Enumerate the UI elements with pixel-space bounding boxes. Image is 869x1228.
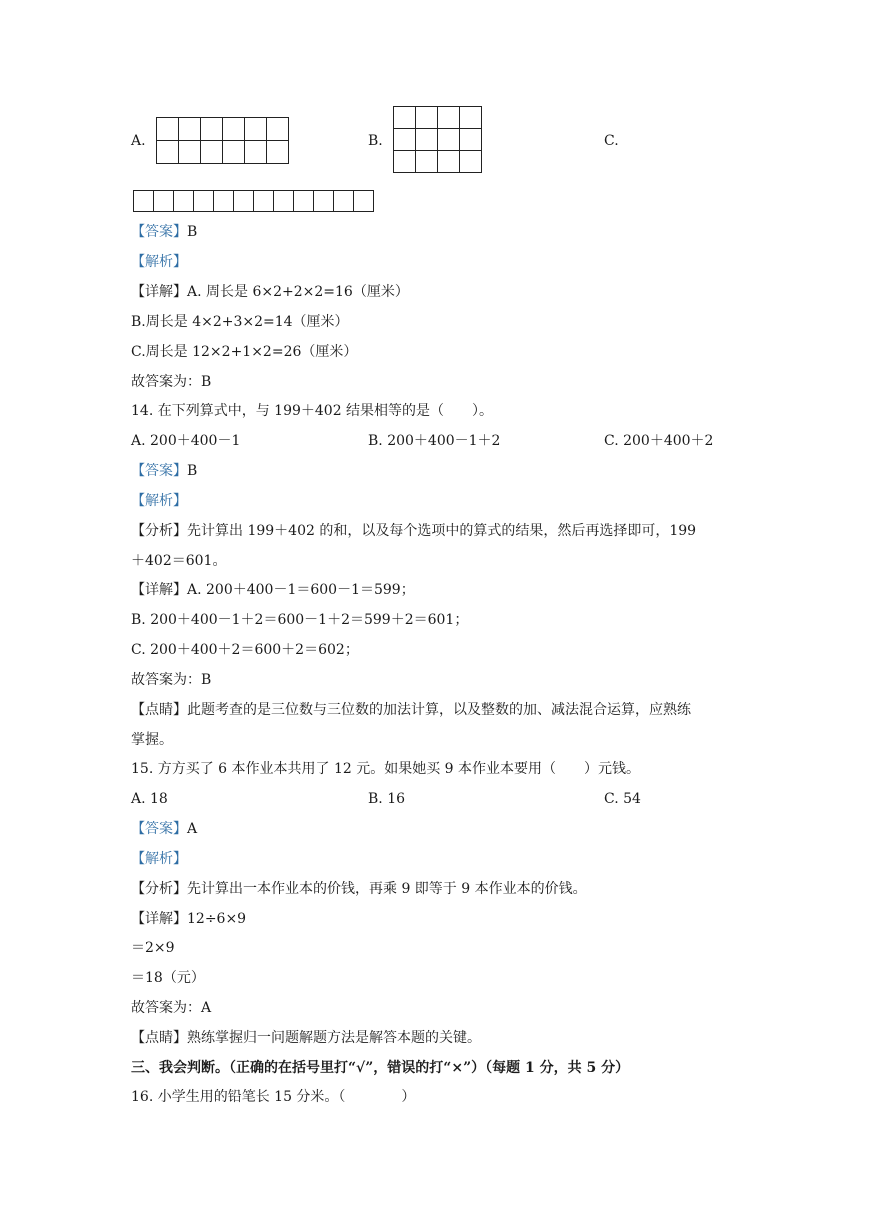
q14-question: 14. 在下列算式中，与 199＋402 结果相等的是（ ）。 — [131, 403, 494, 419]
section-heading: 三、我会判断。（正确的在括号里打“√”，错误的打“×”）（每题 1 分，共 5 分） — [131, 1060, 630, 1076]
comment-tag: 【点睛】 — [131, 1030, 187, 1046]
rectangle-figure-a — [156, 117, 289, 164]
detail-tag: 【详解】 — [131, 284, 187, 300]
q14-option-c: C. 200＋400＋2 — [604, 433, 714, 449]
q15-question: 15. 方方买了 6 本作业本共用了 12 元。如果她买 9 本作业本要用（ ）元钱。 — [131, 761, 641, 777]
q13-answer-line — [131, 222, 197, 242]
analysis-tag: 【解析】 — [131, 493, 187, 509]
q15-conclusion: 故答案为：A — [131, 1000, 212, 1016]
q13-conclusion: 故答案为：B — [131, 374, 212, 390]
q14-detail-line-c: C. 200＋400＋2＝600＋2＝602； — [131, 642, 359, 658]
q15-option-b: B. 16 — [368, 791, 406, 807]
q15-option-c: C. 54 — [604, 791, 641, 807]
q15-comment-line: 【点睛】熟练掌握归一问题解题方法是解答本题的关键。 — [131, 1030, 481, 1046]
q15-answer-line — [131, 819, 197, 839]
detail-tag: 【详解】 — [131, 911, 187, 927]
q14-comment-line-2: 掌握。 — [131, 732, 173, 748]
q14-option-a: A. 200＋400－1 — [131, 433, 241, 449]
q14-conclusion: 故答案为：B — [131, 672, 212, 688]
rectangle-figure-b — [393, 106, 482, 173]
q15-detail-line-2: ＝2×9 — [131, 940, 175, 956]
option-b-label: B. — [368, 133, 383, 149]
option-a-label: A. — [131, 133, 146, 149]
q13-detail-line-b: B.周长是 4×2+3×2=14（厘米） — [131, 314, 349, 330]
detail-tag: 【详解】 — [131, 582, 187, 598]
q14-analysis-line-1: 【分析】先计算出 199＋402 的和，以及每个选项中的算式的结果，然后再选择即可，199 — [131, 523, 697, 539]
analysis-tag: 【解析】 — [131, 851, 187, 867]
q13-detail-line-c: C.周长是 12×2+1×2=26（厘米） — [131, 344, 358, 360]
answer-tag: 【答案】 — [131, 821, 187, 837]
q15-detail-line-3: ＝18（元） — [131, 970, 205, 986]
analysis-label: 【分析】 — [131, 523, 187, 539]
q15-detail-line-1: 【详解】12÷6×9 — [131, 911, 247, 927]
answer-value: B — [187, 224, 198, 240]
q14-answer-line — [131, 461, 197, 481]
answer-value: B — [187, 463, 198, 479]
q13-detail-line-a: 【详解】A. 周长是 6×2+2×2=16（厘米） — [131, 284, 409, 300]
answer-tag: 【答案】 — [131, 224, 187, 240]
analysis-label: 【分析】 — [131, 881, 187, 897]
answer-tag: 【答案】 — [131, 463, 187, 479]
q14-detail-line-a: 【详解】A. 200＋400－1＝600－1＝599； — [131, 582, 415, 598]
rectangle-figure-c — [133, 190, 374, 212]
option-c-label: C. — [604, 133, 619, 149]
q14-analysis-line-2: ＋402＝601。 — [131, 553, 227, 569]
q15-analysis-line: 【分析】先计算出一本作业本的价钱，再乘 9 即等于 9 本作业本的价钱。 — [131, 881, 587, 897]
answer-value: A — [187, 821, 198, 837]
q14-comment-line-1: 【点睛】此题考查的是三位数与三位数的加法计算，以及整数的加、减法混合运算，应熟练 — [131, 702, 691, 718]
q14-detail-line-b: B. 200＋400－1＋2＝600－1＋2＝599＋2＝601； — [131, 612, 469, 628]
q16-question: 16. 小学生用的铅笔长 15 分米。（ ） — [131, 1089, 416, 1105]
q15-option-a: A. 18 — [131, 791, 168, 807]
comment-tag: 【点睛】 — [131, 702, 187, 718]
analysis-tag: 【解析】 — [131, 254, 187, 270]
q14-option-b: B. 200＋400－1＋2 — [368, 433, 501, 449]
